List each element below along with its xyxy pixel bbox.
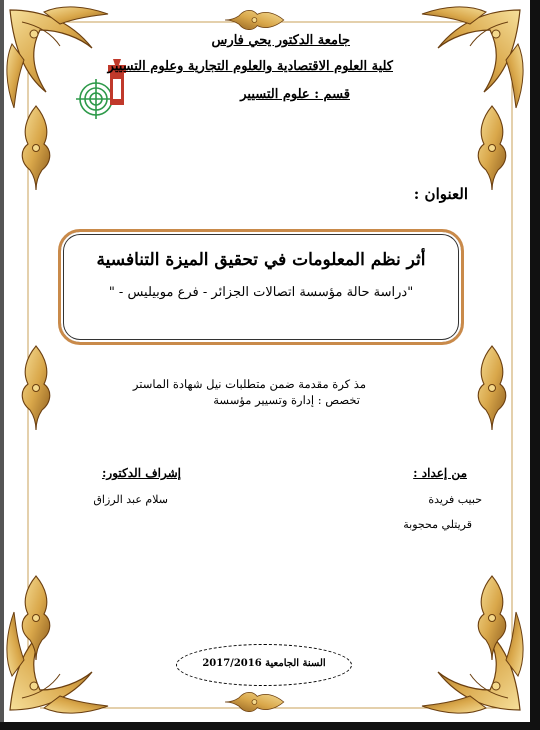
university-name: جامعة الدكتور يحي فارس — [211, 33, 350, 48]
thesis-title: أثر نظم المعلومات في تحقيق الميزة التنافسية — [96, 250, 426, 270]
student-name: حبيب فريدة — [428, 493, 482, 506]
specialization: تخصص : إدارة وتسيير مؤسسة — [213, 393, 360, 407]
department-name: قسم : علوم التسيير — [240, 87, 350, 102]
page-edge-bottom — [0, 722, 540, 730]
academic-year-box — [176, 644, 352, 686]
page-edge-left — [0, 0, 4, 730]
student-name: قريتلي محجوبة — [403, 518, 472, 531]
supervisor-label: إشراف الدكتور: — [101, 466, 181, 480]
academic-year: السنة الجامعية 2017/2016 — [202, 658, 326, 669]
supervisor-name: سلام عبد الرزاق — [93, 493, 168, 506]
memo-description: مذ كرة مقدمة ضمن متطلبات نيل شهادة الماستر — [132, 377, 366, 391]
title-label: العنوان : — [413, 185, 468, 203]
faculty-name: كلية العلوم الاقتصادية والعلوم التجارية وعلوم التسيير — [107, 59, 393, 74]
page-edge-right — [530, 0, 540, 730]
thesis-subtitle: "دراسة حالة مؤسسة اتصالات الجزائر - فرع موبيليس - " — [108, 285, 414, 300]
prepared-by-label: من إعداد : — [413, 466, 467, 480]
thesis-title-box — [58, 229, 464, 345]
